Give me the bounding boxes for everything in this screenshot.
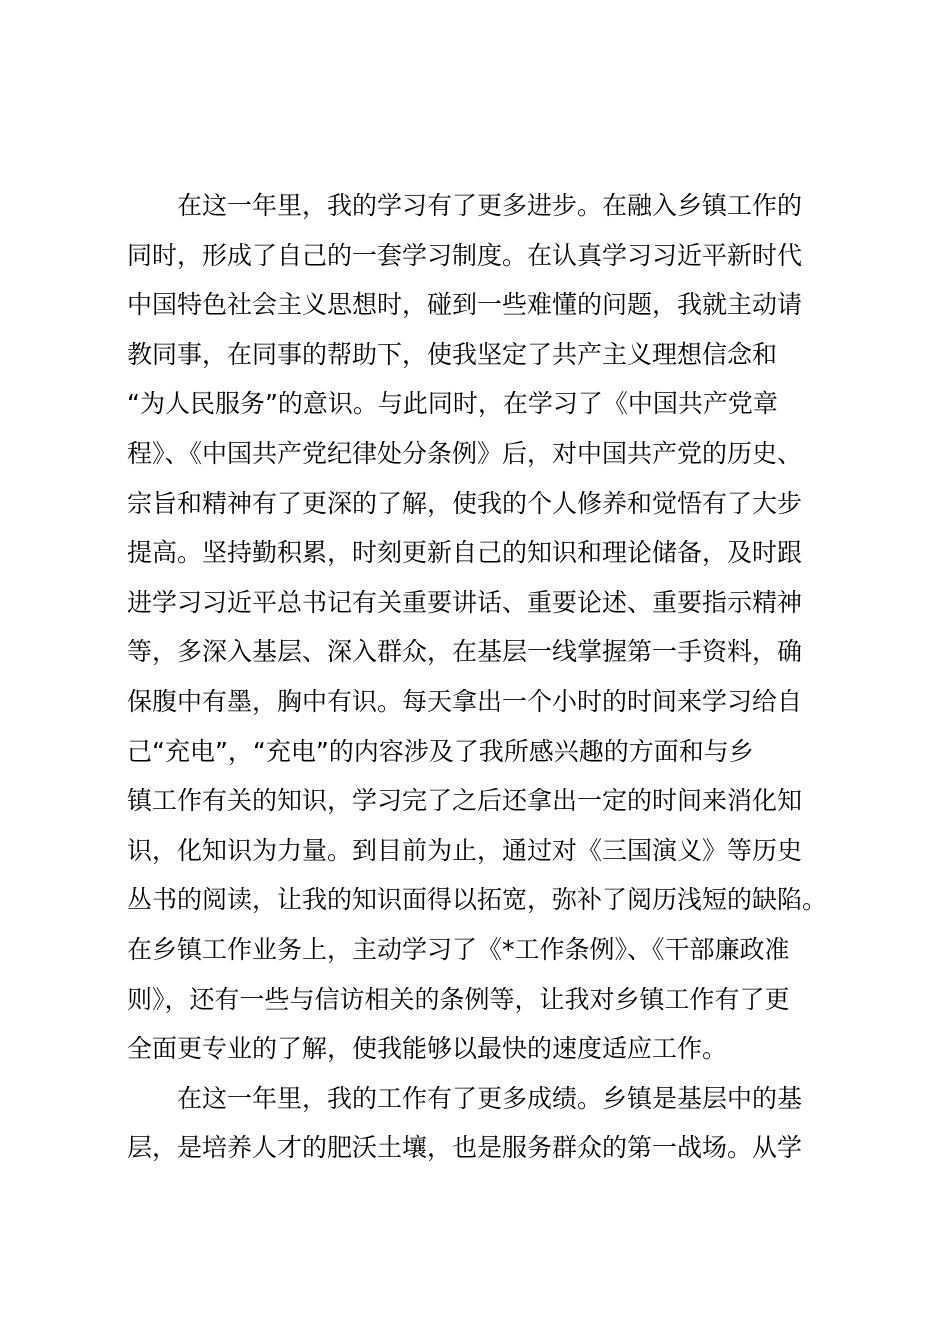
paragraph-1-line: 同时，形成了自己的一套学习制度。在认真学习习近平新时代 [127,240,803,270]
paragraph-1-line: 丛书的阅读，让我的知识面得以拓宽，弥补了阅历浅短的缺陷。 [127,885,828,915]
paragraph-1-line: 保腹中有墨，胸中有识。每天拿出一个小时的时间来学习给自 [127,686,803,716]
paragraph-2-line: 层，是培养人才的肥沃土壤，也是服务群众的第一战场。从学 [127,1133,803,1163]
paragraph-1-line: 在这一年里，我的学习有了更多进步。在融入乡镇工作的 [177,191,803,220]
paragraph-1-line: 程》、《中国共产党纪律处分条例》后，对中国共产党的历史、 [127,438,803,468]
paragraph-1-line: 则》，还有一些与信访相关的条例等，让我对乡镇工作有了更 [127,984,790,1014]
paragraph-1-line: 在乡镇工作业务上，主动学习了《*工作条例》、《干部廉政准 [127,934,790,964]
paragraph-1-line: 进学习习近平总书记有关重要讲话、重要论述、重要指示精神 [127,587,803,617]
paragraph-1-line: 识，化知识为力量。到目前为止，通过对《三国演义》等历史 [127,835,803,865]
paragraph-1-line: 全面更专业的了解，使我能够以最快的速度适应工作。 [127,1034,728,1064]
paragraph-1-line: 宗旨和精神有了更深的了解，使我的个人修养和觉悟有了大步 [127,488,803,518]
paragraph-1-line: 等，多深入基层、深入群众，在基层一线掌握第一手资料，确 [127,637,803,667]
paragraph-1-line: 中国特色社会主义思想时，碰到一些难懂的问题，我就主动请 [127,290,803,320]
paragraph-1-line: 己“充电”，“充电”的内容涉及了我所感兴趣的方面和与乡 [127,736,754,766]
paragraph-1-line: 镇工作有关的知识，学习完了之后还拿出一定的时间来消化知 [127,786,803,816]
paragraph-1-line: 教同事，在同事的帮助下，使我坚定了共产主义理想信念和 [127,339,778,369]
paragraph-2-line: 在这一年里，我的工作有了更多成绩。乡镇是基层中的基 [177,1083,803,1113]
paragraph-1-line: “为人民服务”的意识。与此同时，在学习了《中国共产党章 [127,389,778,419]
body-text [127,181,857,1173]
paragraph-1-line: 提高。坚持勤积累，时刻更新自己的知识和理论储备，及时跟 [127,538,803,568]
